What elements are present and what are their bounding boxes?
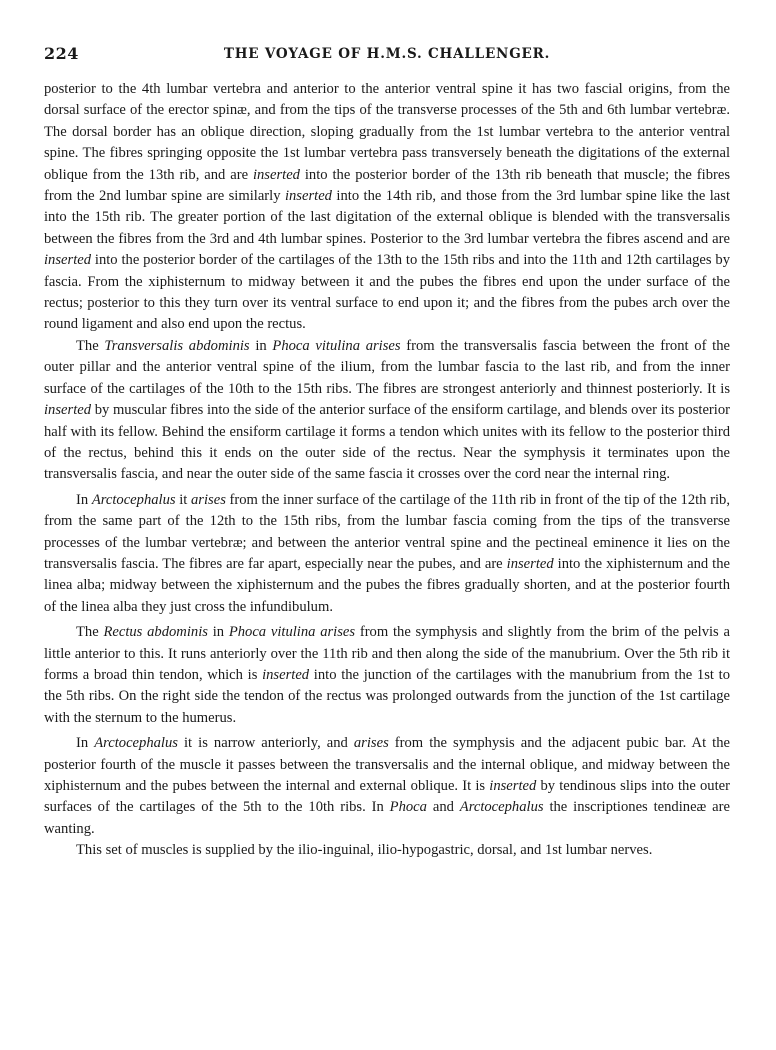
running-title: THE VOYAGE OF H.M.S. CHALLENGER. [223,46,551,62]
text-run: it is narrow anteriorly, and [177,735,354,752]
text-run: The [76,337,105,354]
paragraph-3 [44,490,730,618]
text-run: into the junction of the cartilages with the manubrium from the 1st to the 5th ribs. On the right side the tendon of the rectus was prolonged outwards from the junction of the 1st cartilage with the sternum to the humerus. [44,666,730,726]
italic-term: Arctocephalus [94,735,178,752]
text-run: in [207,624,229,641]
italic-term: arises [353,735,389,752]
italic-term: inserted [44,252,92,269]
text-run: into the xiphisternum and the linea alba; midway between the xiphisternum and the pubes the fibres gradually shorten, and at the posterior fourth of the linea alba they just cross the infundibulum. [44,555,730,615]
text-run: into the posterior border of the 13th rib beneath that muscle; the fibres from the 2nd lumbar spine are similarly [44,166,731,205]
paragraph-6 [44,840,730,861]
italic-term: inserted [252,166,300,183]
text-run: from the symphysis and the adjacent pubic bar. At the posterior fourth of the muscle it passes between the transversalis and the internal oblique, and midway between the xiphisternum and the pubes between the internal and external oblique. It is [44,735,730,794]
italic-term: Transversalis abdominis [104,337,250,354]
text-run: the inscriptiones tendineæ are wanting. [44,799,730,837]
paragraph-4 [44,622,730,729]
text-run: from the transversalis fascia between the front of the outer pillar and the anterior ventral spine of the ilium, from the lumbar fascia to the last rib, and from the inner surface of the cartilages of the 10th to the 15th ribs. The fibres are strongest anteriorly and thinnest posteriorly. It is [44,337,730,397]
body-text [44,79,730,862]
text-run: The [76,624,104,641]
text-run: by tendinous slips into the outer surfaces of the cartilages of the 5th to the 10th ribs. In [44,778,730,816]
text-run: into the posterior border of the cartilages of the 13th to the 15th ribs and into the 11th and 12th cartilages by fascia. From the xiphisternum to midway between it and the pubes the fibres end upon the under surface of the rectus; posterior to this they turn over its ventral surface to end upon it; and the fibres from the pubes arch over the round ligament and also end upon the rectus. [44,252,730,333]
italic-term: Rectus abdominis [103,624,208,641]
paragraph-5 [44,733,730,840]
italic-term: Arctocephalus [91,491,176,508]
italic-term: inserted [262,666,310,683]
text-run: This set of muscles is supplied by the ilio-inguinal, ilio-hypogastric, dorsal, and 1st lumbar nerves. [76,842,653,859]
text-run: In [76,735,95,752]
page-header [44,44,730,68]
text-run: from the inner surface of the cartilage of the 11th rib in front of the tip of the 12th rib, from the same part of the 12th to the 15th ribs, from the lumbar fascia coming from the tips of the transverse processes of the lumbar vertebræ; and between the anterior ventral spine and the pectineal eminence it lies on the transversalis fascia. The fibres are far apart, especially near the pubes, and are [44,491,730,572]
page-number: 224 [44,44,79,63]
italic-term: Phoca vitulina arises [228,624,356,641]
italic-term: Phoca [389,799,427,816]
italic-term: inserted [44,402,92,419]
paragraph-1 [44,79,730,336]
paragraph-2 [44,336,730,486]
text-run: it [175,491,191,508]
italic-term: Phoca vitulina arises [272,337,401,354]
text-run: In [76,491,92,508]
italic-term: inserted [489,778,537,794]
text-run: and [426,799,460,816]
italic-term: inserted [506,555,554,572]
text-run: from the symphysis and slightly from the brim of the pelvis a little anterior to this. It runs anteriorly over the 11th rib and then along the side of the manubrium. Over the 5th rib it forms a broad thin tendon, which is [44,624,730,683]
text-run: posterior to the 4th lumbar vertebra and anterior to the anterior ventral spine it has two fascial origins, from the dorsal surface of the erector spinæ, and from the tips of the transverse processes of the 5th and 6th lumbar vertebræ. The dorsal border has an oblique direction, sloping gradually from the 1st lumbar vertebra to the anterior ventral spine. The fibres springing opposite the 1st lumbar vertebra pass transversely beneath the digitations of the external oblique from the 13th rib, and are [44,81,730,183]
text-run: in [249,337,273,354]
text-run: into the 14th rib, and those from the 3rd lumbar spine like the last into the 15th rib. The greater portion of the last digitation of the external oblique is blended with the transversalis between the fibres from the 3rd and 4th lumbar spines. Posterior to the 3rd lumbar vertebra the fibres ascend and are [44,188,731,247]
italic-term: Arctocephalus [459,799,544,816]
italic-term: arises [191,491,226,508]
italic-term: inserted [284,188,332,205]
text-run: by muscular fibres into the side of the anterior surface of the ensiform cartilage, and blends over its posterior half with its fellow. Behind the ensiform cartilage it forms a tendon which unites with its fellow to the posterior third of the rectus, behind this it ends on the outer side of the rectus. Near the symphysis it terminates upon the transversalis fascia, and near the outer side of the same fascia it crosses over the cord near the internal ring. [44,402,730,483]
